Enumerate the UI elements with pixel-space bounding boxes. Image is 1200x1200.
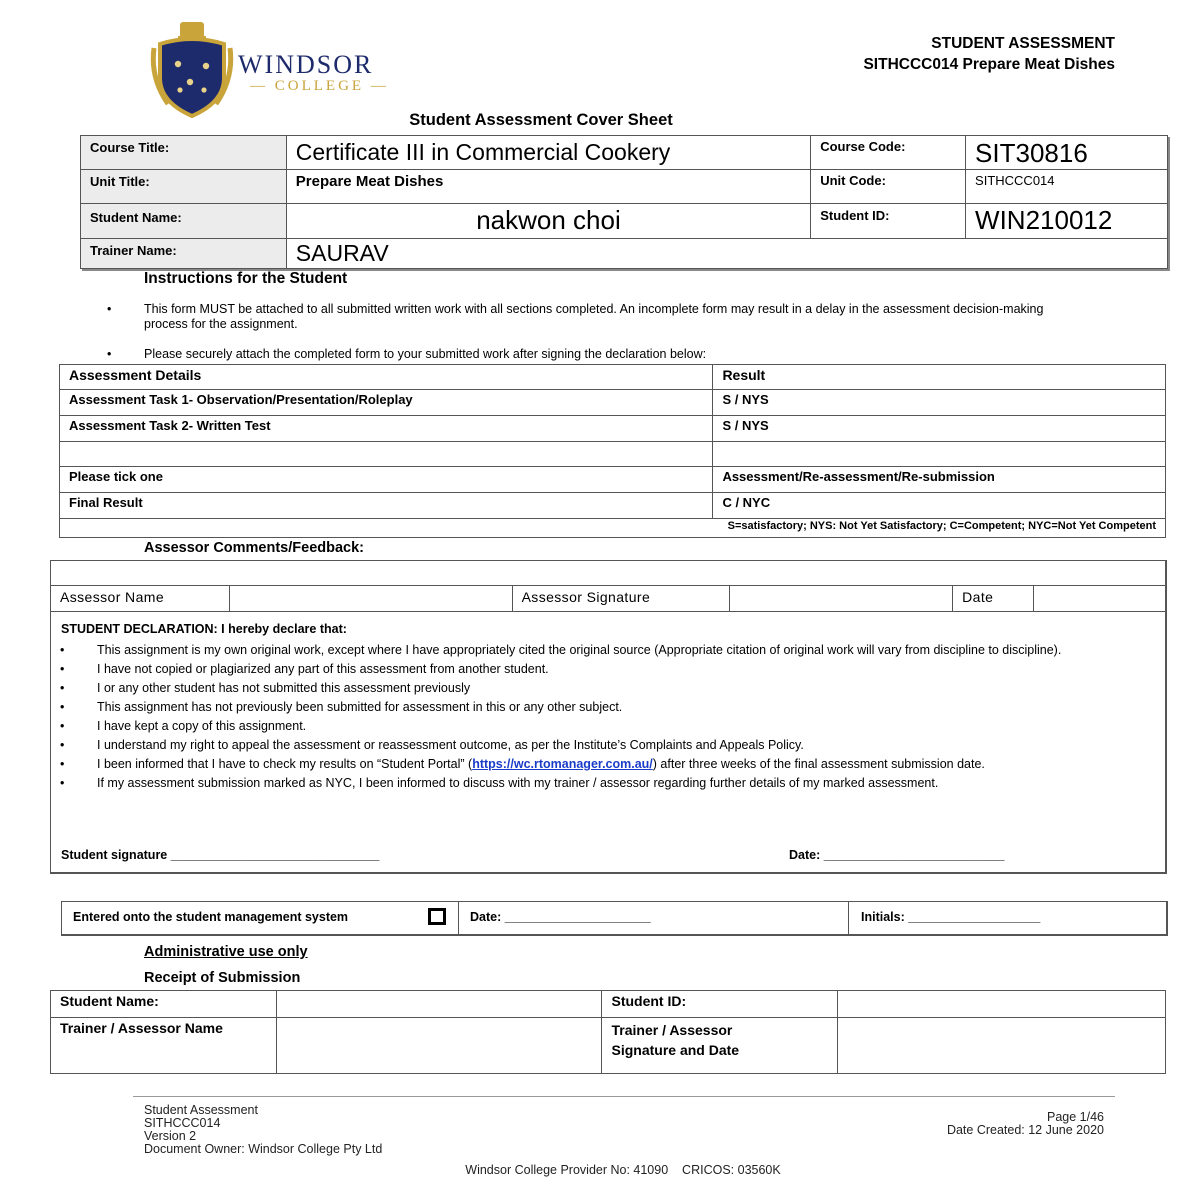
- final-result-label: Final Result: [60, 493, 713, 519]
- receipt-trainer-field[interactable]: [276, 1018, 602, 1074]
- trainer-name-label: Trainer Name:: [81, 239, 287, 269]
- student-signature-label: Student signature: [61, 848, 168, 862]
- course-title-label: Course Title:: [81, 136, 287, 170]
- instruction-item: • Please securely attach the completed form to your submitted work after signing the declaration below:: [97, 347, 1057, 362]
- student-signature-line[interactable]: ______________________________: [170, 848, 380, 862]
- course-title-value[interactable]: Certificate III in Commercial Cookery: [286, 136, 810, 170]
- footer-line-3: Version 2: [144, 1129, 197, 1143]
- task-1-result[interactable]: S / NYS: [713, 390, 1166, 416]
- receipt-title: Receipt of Submission: [144, 970, 301, 986]
- assessor-comments-title: Assessor Comments/Feedback:: [144, 540, 364, 556]
- unit-title-label: Unit Title:: [81, 170, 287, 204]
- receipt-signature-label-line1: Trainer / Assessor: [611, 1022, 733, 1038]
- sms-date-line[interactable]: _____________________: [504, 910, 651, 924]
- course-code-label: Course Code:: [811, 136, 966, 170]
- declaration-date-row: [789, 848, 1005, 862]
- unit-heading: SITHCCC014 Prepare Meat Dishes: [863, 56, 1115, 73]
- declaration-item: • I understand my right to appeal the assessment or reassessment outcome, as per the Institute’s Complaints and Appeals Policy.: [50, 738, 1155, 753]
- cover-sheet-title: Student Assessment Cover Sheet: [409, 111, 673, 129]
- sms-initials-label: Initials:: [861, 910, 905, 924]
- declaration-date-label: Date:: [789, 848, 821, 862]
- declaration-item: • If my assessment submission marked as NYC, I been informed to discuss with my trainer / assessor regarding further details of my marked assessment.: [50, 776, 1155, 791]
- footer-line-2: SITHCCC014: [144, 1116, 221, 1130]
- footer-page-number: Page 1/46: [1047, 1110, 1104, 1124]
- assessment-details-table: [59, 364, 1166, 538]
- receipt-student-name-label: Student Name:: [51, 991, 277, 1018]
- receipt-table: [50, 990, 1166, 1074]
- assessor-date-field[interactable]: [1034, 586, 1166, 612]
- receipt-signature-label: [602, 1018, 838, 1074]
- sms-initials-row: [861, 910, 1040, 924]
- declaration-title: STUDENT DECLARATION: I hereby declare that:: [61, 622, 347, 636]
- unit-code-label: Unit Code:: [811, 170, 966, 204]
- student-name-value[interactable]: nakwon choi: [286, 204, 810, 239]
- sms-entered-label: Entered onto the student management system: [73, 910, 349, 924]
- portal-text-after: ) after three weeks of the final assessment submission date.: [652, 757, 985, 771]
- student-portal-link[interactable]: https://wc.rtomanager.com.au/: [472, 757, 653, 771]
- sms-entered-checkbox[interactable]: [428, 908, 446, 925]
- tick-one-label: Please tick one: [60, 467, 713, 493]
- assessor-name-field[interactable]: [229, 586, 512, 612]
- footer-right: [947, 1111, 1104, 1137]
- empty-result[interactable]: [713, 442, 1166, 467]
- assessor-signature-field[interactable]: [730, 586, 953, 612]
- assessor-name-label: Assessor Name: [51, 586, 230, 612]
- receipt-signature-field[interactable]: [838, 1018, 1166, 1074]
- declaration-item: • This assignment is my own original work, except where I have appropriately cited the original source (Appropriate citation of original work will vary from discipline to discipline).: [50, 643, 1155, 658]
- declaration-date-line[interactable]: __________________________: [823, 848, 1005, 862]
- receipt-signature-label-line2: Signature and Date: [611, 1042, 740, 1058]
- footer-line-1: Student Assessment: [144, 1103, 258, 1117]
- cover-info-table: [80, 135, 1168, 269]
- sms-date-label: Date:: [470, 910, 502, 924]
- receipt-trainer-label: Trainer / Assessor Name: [51, 1018, 277, 1074]
- assessor-signature-label: Assessor Signature: [512, 586, 730, 612]
- declaration-list: [50, 643, 1155, 795]
- student-name-label: Student Name:: [81, 204, 287, 239]
- assessor-comments-field[interactable]: [51, 561, 1164, 586]
- course-code-value[interactable]: SIT30816: [966, 136, 1168, 170]
- instruction-item: • This form MUST be attached to all submitted written work with all sections completed. An incomplete form may result in a delay in the assessment decision-making process for the assignment.: [97, 302, 1057, 332]
- instructions-list-1: [97, 302, 1057, 336]
- assessment-type-options[interactable]: Assessment/Re-assessment/Re-submission: [713, 467, 1166, 493]
- instructions-title: Instructions for the Student: [144, 270, 348, 287]
- footer-line-4: Document Owner: Windsor College Pty Ltd: [144, 1142, 383, 1156]
- document-header: [615, 33, 1115, 75]
- footer-provider: Windsor College Provider No: 41090 CRICOS: 03560K: [465, 1163, 781, 1177]
- declaration-item: • I or any other student has not submitted this assessment previously: [50, 681, 1155, 696]
- assessor-date-label: Date: [953, 586, 1034, 612]
- receipt-student-id-field[interactable]: [838, 991, 1166, 1018]
- portal-text-before: I been informed that I have to check my results on “Student Portal” (: [97, 757, 473, 771]
- logo-sub: — COLLEGE —: [250, 78, 389, 94]
- sms-date-row: [470, 910, 651, 924]
- unit-code-value[interactable]: SITHCCC014: [966, 170, 1168, 204]
- admin-use-title: Administrative use only: [144, 944, 308, 960]
- trainer-name-value[interactable]: SAURAV: [286, 239, 1167, 269]
- sms-divider-2: [848, 902, 849, 934]
- sms-divider-1: [458, 902, 459, 934]
- result-header: Result: [713, 365, 1166, 390]
- declaration-item: • This assignment has not previously been submitted for assessment in this or any other subject.: [50, 700, 1155, 715]
- student-id-label: Student ID:: [811, 204, 966, 239]
- logo-name: WINDSOR: [238, 50, 374, 79]
- final-result-value[interactable]: C / NYC: [713, 493, 1166, 519]
- footer-rule: [133, 1096, 1115, 1097]
- logo-sub-text: COLLEGE: [274, 78, 365, 94]
- assessor-signoff-table: [50, 585, 1166, 612]
- doc-type: STUDENT ASSESSMENT: [931, 35, 1115, 52]
- receipt-student-id-label: Student ID:: [602, 991, 838, 1018]
- college-logo: [150, 18, 400, 118]
- task-2-detail: Assessment Task 2- Written Test: [60, 416, 713, 442]
- declaration-item: • I have not copied or plagiarized any part of this assessment from another student.: [50, 662, 1155, 677]
- footer-date-created: Date Created: 12 June 2020: [946, 1123, 1104, 1137]
- crest-icon: [150, 18, 234, 118]
- unit-title-value[interactable]: Prepare Meat Dishes: [286, 170, 810, 204]
- student-id-value[interactable]: WIN210012: [966, 204, 1168, 239]
- assessment-details-header: Assessment Details: [60, 365, 713, 390]
- receipt-student-name-field[interactable]: [276, 991, 602, 1018]
- student-signature-row: [61, 848, 379, 862]
- task-2-result[interactable]: S / NYS: [713, 416, 1166, 442]
- declaration-item-portal: [50, 757, 1155, 772]
- result-legend: S=satisfactory; NYS: Not Yet Satisfactory; C=Competent; NYC=Not Yet Competent: [60, 519, 1166, 538]
- sms-initials-line[interactable]: ___________________: [908, 910, 1041, 924]
- empty-detail: [60, 442, 713, 467]
- footer-left: [144, 1104, 382, 1156]
- declaration-item: • I have kept a copy of this assignment.: [50, 719, 1155, 734]
- task-1-detail: Assessment Task 1- Observation/Presentation/Roleplay: [60, 390, 713, 416]
